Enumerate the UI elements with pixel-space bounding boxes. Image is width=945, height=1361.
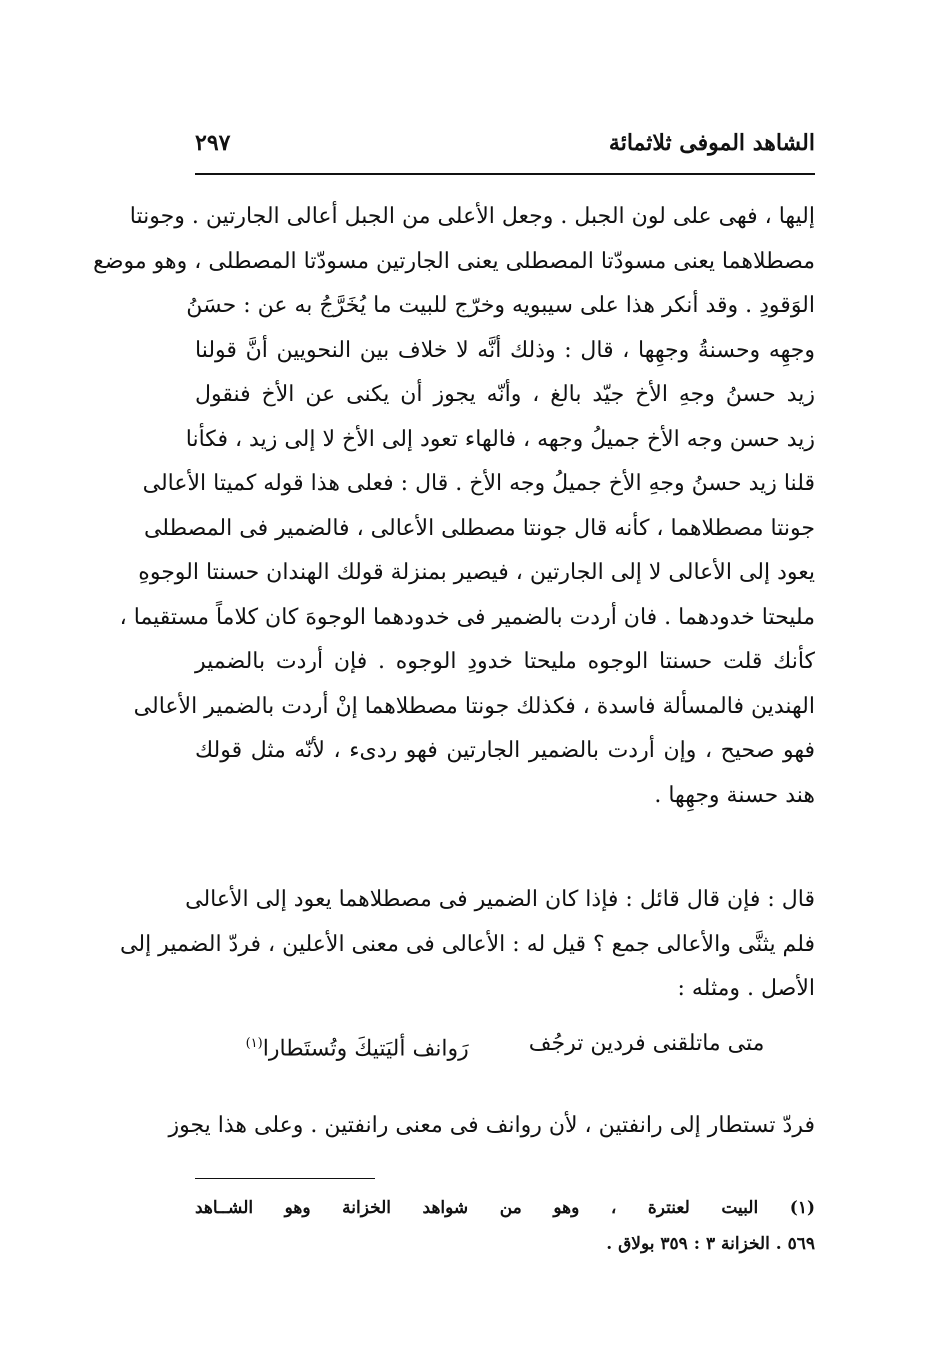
text-line: جونتا مصطلاهما ، كأنه قال جونتا مصطلى الأعالى ، فالضمير فى المصطلى <box>143 515 815 541</box>
text-line: الهندين فالمسألة فاسدة ، فكذلك جونتا مصطلاهما إنْ أردت بالضمير الأعالى <box>133 693 815 719</box>
running-head <box>195 130 815 170</box>
footnote-rule <box>195 1178 375 1179</box>
text-line: زيد حسنُ وجهِ الأخ جيّد بالغ ، وأنّه يجوز أن يكنى عن الأخ فنقول <box>195 382 815 407</box>
text-line: زيد حسن وجه الأخ جميلُ وجهه ، فالهاء تعود إلى الأخ لا إلى زيد ، فكأنا <box>185 426 815 452</box>
text-line: قلنا زيد حسنُ وجهِ الأخ جميلُ وجه الأخ . قال : فعلى هذا قوله كميتا الأعالى <box>142 471 815 496</box>
verse-hemistich-2: رَوانف أليَتيكَ وتُستَطارا <box>262 1036 469 1062</box>
text-line: هند حسنة وجهِها . <box>654 782 815 808</box>
verse-hemistich-1: متى ماتلقنى فردين ترجُف <box>528 1031 765 1056</box>
running-title: الشاهد الموفى ثلاثمائة <box>608 130 815 156</box>
text-line: مصطلاهما يعنى مسودّتا المصطلى يعنى الجارتين مسودّتا المصطلى ، وهو موضع <box>93 248 815 274</box>
text-line: الوَقودِ . وقد أنكر هذا على سيبويه وخرّج للبيت ما يُخَرَّجُ به عن : حسَنُ <box>186 293 815 318</box>
text-line: وجهِه وحسنةُ وجهِها ، قال : وذلك أنَّه لا خلاف بين النحويين أنَّ قولنا <box>195 337 815 363</box>
footnote-line: (١) البيت لعنترة ، وهو من شواهد الخزانة وهو الشــاهد <box>195 1198 815 1218</box>
paragraph-2 <box>120 878 815 1012</box>
paragraph-1 <box>93 195 815 818</box>
book-page <box>93 120 815 1270</box>
footnote-line: ٥٦٩ . الخزانة ٣ : ٣٥٩ بولاق . <box>606 1234 815 1254</box>
page-number: ٢٩٧ <box>195 130 231 156</box>
verse-hemistich-2-wrap <box>246 1022 469 1071</box>
text-line: فلم يثنَّى والأعالى جمع ؟ قيل له : الأعالى فى معنى الأعلين ، فردّ الضمير إلى <box>120 931 815 957</box>
poetry-verse <box>195 1022 815 1071</box>
paragraph-3: فردّ تستطار إلى رانفتين ، لأن روانف فى معنى رانفتين . وعلى هذا يجوز <box>168 1113 815 1138</box>
header-rule <box>195 173 815 175</box>
text-line: الأصل . ومثله : <box>677 976 815 1001</box>
text-line: كأنك قلت حسنتا الوجوه مليحتا خدودِ الوجوه . فإن أردت بالضمير <box>195 649 815 674</box>
text-line: قال : فإن قال قائل : فإذا كان الضمير فى مصطلاهما يعود إلى الأعالى <box>185 887 815 912</box>
text-line: إليها ، فهى على لون الجبل . وجعل الأعلى من الجبل أعالى الجارتين . وجونتا <box>129 204 815 229</box>
footnote-marker: (١) <box>245 1036 263 1051</box>
text-line: يعود إلى الأعالى لا إلى الجارتين ، فيصير بمنزلة قولك الهندان حسنتا الوجوهِ <box>138 560 815 585</box>
footnote <box>195 1190 815 1262</box>
text-line: مليحتا خدودهما . فان أردت بالضمير فى خدودهما الوجوهَ كان كلاماً مستقيما ، <box>119 604 815 630</box>
text-line: فهو صحيح ، وإن أردت بالضمير الجارتين فهو ردىء ، لأنّه مثل قولك <box>195 738 815 763</box>
